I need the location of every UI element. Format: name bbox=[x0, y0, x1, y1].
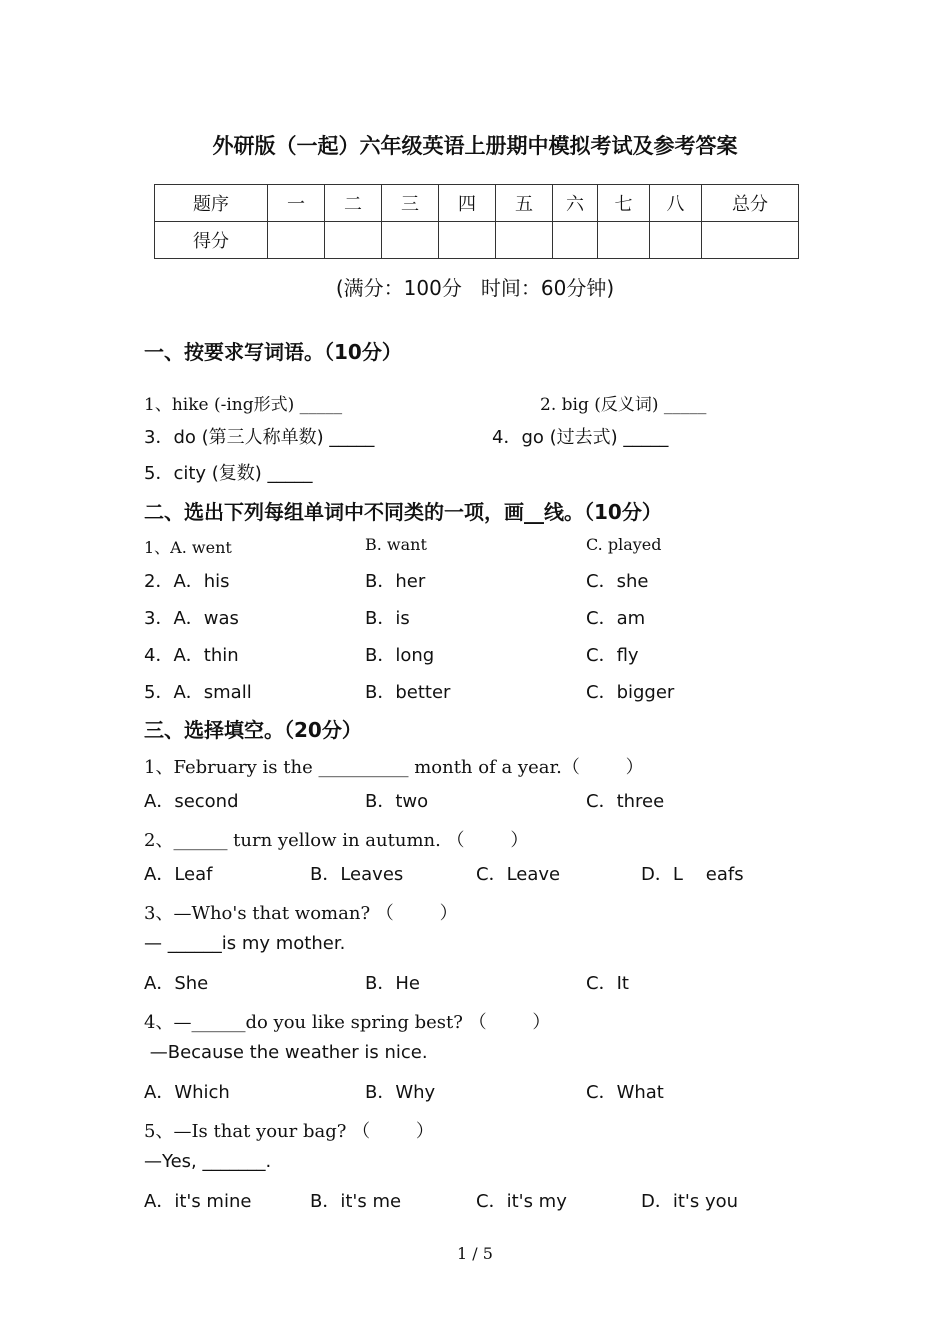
question-option: B．He bbox=[365, 973, 420, 994]
score-cell[interactable] bbox=[268, 222, 325, 259]
question-1: 1、February is the __________ month of a year.（ ） bbox=[144, 757, 644, 778]
section2-option: B．is bbox=[365, 608, 410, 629]
question-option: C．it's my bbox=[476, 1191, 567, 1212]
score-header-cell: 题序 bbox=[155, 185, 268, 222]
score-row-label: 得分 bbox=[155, 222, 268, 259]
section1-item: 1、hike (-ing形式) _____ bbox=[144, 395, 343, 415]
section2-option: 1、A. went bbox=[144, 538, 232, 557]
question-4: 4、—______do you like spring best? （ ） bbox=[144, 1012, 551, 1033]
score-header-cell: 八 bbox=[650, 185, 702, 222]
section2-option: 5．A．small bbox=[144, 682, 252, 703]
question-option: C．It bbox=[586, 973, 629, 994]
score-header-cell: 五 bbox=[496, 185, 553, 222]
score-table bbox=[154, 184, 799, 259]
section2-heading: 二、选出下列每组单词中不同类的一项，画__线。（10分） bbox=[144, 500, 662, 524]
question-option: D．it's you bbox=[641, 1191, 739, 1212]
question-option: A．Which bbox=[144, 1082, 230, 1103]
score-header-cell: 二 bbox=[325, 185, 382, 222]
section2-option: C．fly bbox=[586, 645, 639, 666]
score-table-score-row bbox=[155, 222, 799, 259]
section3-heading: 三、选择填空。（20分） bbox=[144, 718, 362, 742]
section2-option: B．long bbox=[365, 645, 435, 666]
question-option: A．second bbox=[144, 791, 239, 812]
exam-info: (满分：100分 时间：60分钟) bbox=[335, 276, 615, 300]
section1-item: 2. big (反义词) _____ bbox=[540, 395, 707, 415]
question-2: 2、______ turn yellow in autumn. （ ） bbox=[144, 830, 529, 851]
score-cell[interactable] bbox=[496, 222, 553, 259]
page-title: 外研版（一起）六年级英语上册期中模拟考试及参考答案 bbox=[212, 134, 738, 158]
score-table-header-row bbox=[155, 185, 799, 222]
score-cell[interactable] bbox=[325, 222, 382, 259]
score-cell[interactable] bbox=[439, 222, 496, 259]
question-option: B．it's me bbox=[310, 1191, 402, 1212]
score-cell[interactable] bbox=[598, 222, 650, 259]
score-cell[interactable] bbox=[553, 222, 598, 259]
question-option: A．it's mine bbox=[144, 1191, 252, 1212]
section2-option: 4．A．thin bbox=[144, 645, 239, 666]
score-header-cell: 七 bbox=[598, 185, 650, 222]
score-header-cell: 三 bbox=[382, 185, 439, 222]
score-cell[interactable] bbox=[650, 222, 702, 259]
question-option: B．two bbox=[365, 791, 429, 812]
question-3: 3、—Who's that woman? （ ） bbox=[144, 903, 458, 924]
section1-heading: 一、按要求写词语。（10分） bbox=[144, 340, 402, 364]
question-option: C．three bbox=[586, 791, 665, 812]
score-header-cell: 六 bbox=[553, 185, 598, 222]
section2-option: C．am bbox=[586, 608, 646, 629]
section2-option: B．her bbox=[365, 571, 426, 592]
score-cell[interactable] bbox=[382, 222, 439, 259]
section2-option: C. played bbox=[586, 535, 662, 554]
question-option: C．What bbox=[586, 1082, 664, 1103]
question-3-line2: — ______is my mother. bbox=[144, 933, 346, 954]
section2-option: 3．A．was bbox=[144, 608, 239, 629]
question-5: 5、—Is that your bag? （ ） bbox=[144, 1121, 434, 1142]
question-5-line2: —Yes, _______. bbox=[144, 1151, 272, 1172]
section1-item: 3．do (第三人称单数) _____ bbox=[144, 427, 375, 448]
section1-item: 5．city (复数) _____ bbox=[144, 463, 313, 484]
question-4-line2: —Because the weather is nice. bbox=[144, 1042, 428, 1063]
question-option: B．Leaves bbox=[310, 864, 404, 885]
section2-option: B．better bbox=[365, 682, 451, 703]
section2-option: C．she bbox=[586, 571, 649, 592]
question-option: A．Leaf bbox=[144, 864, 213, 885]
score-header-cell: 总分 bbox=[702, 185, 799, 222]
section2-option: B. want bbox=[365, 535, 427, 554]
question-option: D．L eafs bbox=[641, 864, 744, 885]
score-cell[interactable] bbox=[702, 222, 799, 259]
score-header-cell: 一 bbox=[268, 185, 325, 222]
section2-option: 2．A．his bbox=[144, 571, 230, 592]
section2-option: C．bigger bbox=[586, 682, 675, 703]
page-number: 1 / 5 bbox=[457, 1244, 493, 1263]
question-option: C．Leave bbox=[476, 864, 561, 885]
question-option: A．She bbox=[144, 973, 209, 994]
question-option: B．Why bbox=[365, 1082, 436, 1103]
section1-item: 4．go (过去式) _____ bbox=[492, 427, 669, 448]
score-header-cell: 四 bbox=[439, 185, 496, 222]
